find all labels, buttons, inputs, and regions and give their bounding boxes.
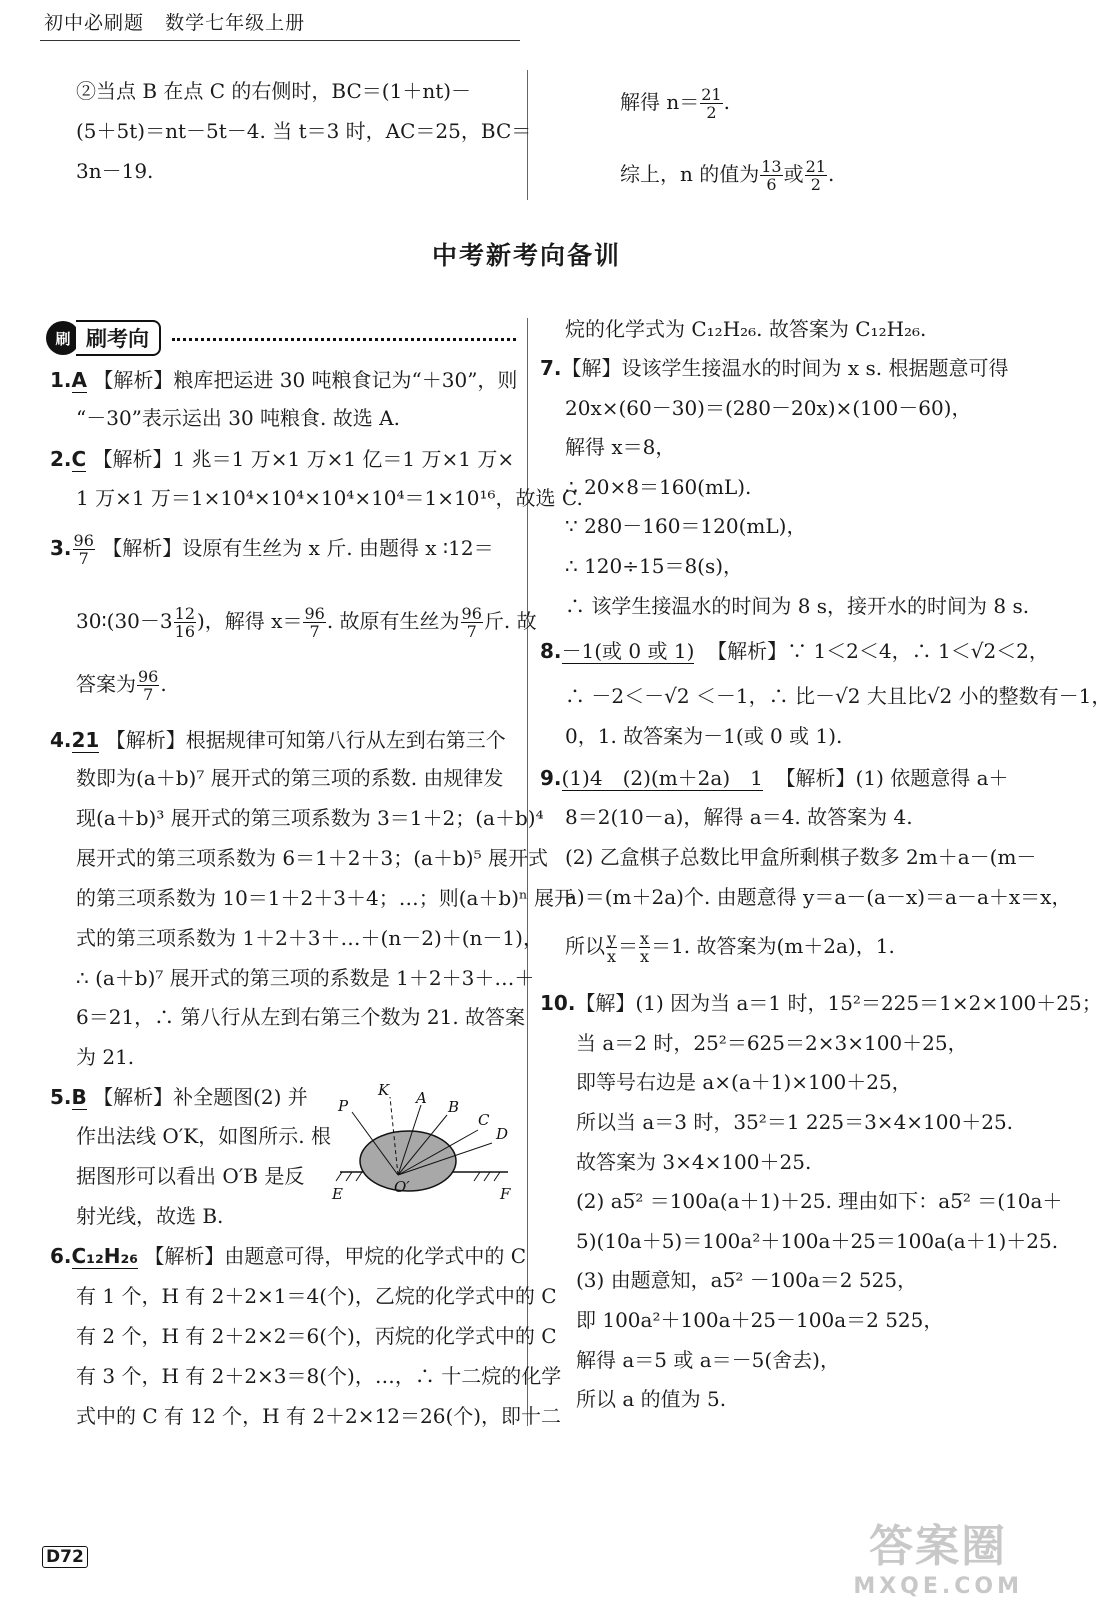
q6-line-1 [50,1244,526,1268]
reflection-diagram [330,1075,520,1205]
denominator: x [607,947,617,966]
watermark-en: MXQE.COM [853,1574,1023,1599]
explanation: 【解析】1 兆＝1 万×1 万×1 亿＝1 万×1 万× [92,447,515,471]
fraction [639,930,650,965]
subject-name: 数学七年级上册 [165,12,306,34]
q10-line: 所以当 a＝3 时，35²＝1 225＝3×4×100＋25. [576,1110,1014,1134]
label-f: F [500,1185,511,1203]
answer: (1)4 (2)(m＋2a) 1 [561,766,763,790]
denominator: 16 [174,622,195,641]
q7-line: ∴ 20×8＝160(mL). [565,475,752,499]
dotted-rule [172,338,516,341]
q6-continued: 烷的化学式为 C₁₂H₂₆. 故答案为 C₁₂H₂₆. [565,317,927,341]
q5-line: 作出法线 O′K，如图所示. 根 [76,1124,331,1148]
numerator: 96 [461,604,482,623]
numerator: 12 [174,604,195,623]
q10-line: 即等号右边是 a×(a＋1)×100＋25， [576,1070,912,1094]
numerator: 21 [701,85,722,104]
q9-line: (2) 乙盒棋子总数比甲盒所剩棋子数多 2m＋a－(m－ [565,845,1037,869]
label-p: P [338,1097,349,1115]
column-divider [527,318,528,1426]
answer: 21 [71,728,100,752]
badge-label: 刷考向 [76,320,161,356]
q5-line: 据图形可以看出 O′B 是反 [76,1164,305,1188]
solve-text: 解得 n＝ [620,90,700,114]
denominator: 2 [810,175,821,194]
numerator: 96 [304,604,325,623]
q4-line: 6＝21，∴ 第八行从左到右第三个数为 21. 故答案 [76,1005,526,1029]
q9-line-5 [565,930,895,965]
question-number: 10. [540,991,576,1015]
question-number: 5. [50,1085,72,1109]
q6-line: 式中的 C 有 12 个，H 有 2＋2×12＝26(个)，即十二 [76,1404,562,1428]
fraction [174,605,196,640]
q4-line: 为 21. [76,1045,135,1069]
label-o-prime: O′ [394,1178,410,1196]
q10-line: 当 a＝2 时，25²＝625＝2×3×100＋25， [576,1031,968,1055]
question-number: 8. [540,639,562,663]
brush-icon: 刷 [46,321,80,355]
denominator: 2 [706,103,717,122]
fraction [606,930,617,965]
q7-line: 解得 x＝8， [565,435,676,459]
q5-line-1 [50,1085,308,1109]
q9-line: a)＝(m＋2a)个. 由题意得 y＝a－(a－x)＝a－a＋x＝x， [565,885,1072,909]
q4-line-1 [50,728,506,752]
fraction [700,86,722,121]
expr: ＝ [618,934,639,958]
running-header [44,8,305,35]
q5-line: 射光线，故选 B. [76,1204,224,1228]
expr: ＝1. 故答案为(m＋2a)，1. [651,934,895,958]
answer: C₁₂H₂₆ [71,1244,138,1268]
q10-line: 故答案为 3×4×100＋25. [576,1150,812,1174]
top-left-line-1: ②当点 B 在点 C 的右侧时，BC＝(1＋nt)－ [76,79,472,103]
question-number: 7. [540,356,562,380]
label-k: K [378,1081,390,1099]
q10-line: 所以 a 的值为 5. [576,1387,727,1411]
watermark-cn: 答案圈 [869,1521,1008,1572]
q4-line: ∴ (a＋b)⁷ 展开式的第三项的系数是 1＋2＋3＋…＋ [76,966,535,990]
q4-line: 式的第三项系数为 1＋2＋3＋…＋(n－2)＋(n－1)， [76,926,543,950]
question-number: 6. [50,1244,72,1268]
question-number: 4. [50,728,72,752]
watermark [853,1510,1023,1599]
or-text: 或 [783,162,804,186]
answer: B [71,1085,87,1109]
label-b: B [448,1098,460,1116]
numerator: y [607,929,617,948]
expr: 所以 [565,934,605,958]
numerator: 13 [761,157,782,176]
q9-line: 8＝2(10－a)，解得 a＝4. 故答案为 4. [565,805,913,829]
answer-fraction [73,532,95,567]
top-right-line-1: 解得 n＝ $\frac{21}{2}$ . [620,85,730,122]
q9-line-1 [540,766,1009,790]
explanation: 【解析】粮库把运进 30 吨粮食记为“＋30”，则 [93,368,518,392]
label-d: D [496,1125,509,1143]
solution: 【解】设该学生接温水的时间为 x s. 根据题意可得 [561,356,1009,380]
q10-line: 解得 a＝5 或 a＝－5(舍去)， [576,1348,840,1372]
q3-line-2 [76,605,537,640]
explanation: 【解析】(1) 依题意得 a＋ [775,766,1009,790]
summary-text: 综上，n 的值为 [620,162,760,186]
q10-line: 即 100a²＋100a＋25－100a＝2 525， [576,1308,944,1332]
answer: A [71,368,87,392]
q7-line: ∴ 120÷15＝8(s)， [565,554,744,578]
q6-line: 有 3 个，H 有 2＋2×3＝8(个)，…，∴ 十二烷的化学 [76,1364,562,1388]
question-number: 1. [50,368,72,392]
denominator: 6 [766,175,777,194]
label-e: E [332,1185,343,1203]
question-number: 2. [50,447,72,471]
denominator: 7 [309,622,320,641]
denominator: 7 [78,549,89,568]
explanation: 【解析】补全题图(2) 并 [93,1085,308,1109]
expr: . 故原有生丝为 [326,609,460,633]
q6-line: 有 2 个，H 有 2＋2×2＝6(个)，丙烷的化学式中的 C [76,1324,557,1348]
explanation: 【解析】根据规律可知第八行从左到右第三个 [105,728,506,752]
answer: C [71,447,87,471]
numerator: x [640,929,650,948]
explanation: 【解析】由题意可得，甲烷的化学式中的 C [144,1244,527,1268]
section-badge [46,320,161,356]
denominator: 7 [466,622,477,641]
denominator: x [640,947,650,966]
q10-line: (2) a5̅² ＝100a(a＋1)＋25. 理由如下：a5̅² ＝(10a＋ [576,1189,1063,1213]
label-a: A [416,1089,427,1107]
q4-line: 数即为(a＋b)⁷ 展开式的第三项的系数. 由规律发 [76,766,504,790]
q7-line-1 [540,356,1009,380]
q8-line-1 [540,639,1049,663]
fraction [303,605,325,640]
q2-line-1 [50,447,514,471]
header-rule [40,40,520,41]
answer: －1(或 0 或 1) [561,639,695,663]
expr: 30∶(30－3 [76,609,173,633]
q10-line-1 [540,991,1102,1015]
fraction [760,158,782,193]
solution: 【解】(1) 因为当 a＝1 时，15²＝225＝1×2×100＋25； [575,991,1102,1015]
q7-line: ∴ 该学生接温水的时间为 8 s，接开水的时间为 8 s. [565,594,1030,618]
page-number: D72 [42,1546,88,1568]
book-name: 初中必刷题 [44,12,145,34]
q10-line: 5)(10a＋5)＝100a²＋100a＋25＝100a(a＋1)＋25. [576,1229,1059,1253]
q3-line-3: 答案为 $\frac{96}{7}$ . [76,667,167,704]
q8-line: 0，1. 故答案为－1(或 0 或 1). [565,724,843,748]
label-c: C [478,1111,490,1129]
q7-line: 20x×(60－30)＝(280－20x)×(100－60)， [565,396,972,420]
expr: 斤. 故 [483,609,537,633]
explanation: 【解析】∵ 1＜2＜4，∴ 1＜√2＜2， [707,639,1049,663]
denominator: 7 [143,685,154,704]
q2-line-2: 1 万×1 万＝1×10⁴×10⁴×10⁴×10⁴＝1×10¹⁶，故选 C. [76,486,583,510]
q8-line: ∴ －2＜－√2 ＜－1，∴ 比－√2 大且比√2 小的整数有－1， [565,684,1111,708]
numerator: 96 [73,531,94,550]
explanation: 【解析】设原有生丝为 x 斤. 由题得 x ∶12＝ [102,536,494,560]
question-number: 9. [540,766,562,790]
q7-line: ∵ 280－160＝120(mL)， [565,514,807,538]
q1-line-1 [50,368,517,392]
q1-line-2: “－30”表示运出 30 吨粮食. 故选 A. [76,406,400,430]
q6-line: 有 1 个，H 有 2＋2×1＝4(个)，乙烷的化学式中的 C [76,1284,557,1308]
fraction [137,668,159,703]
q4-line: 展开式的第三项系数为 6＝1＋2＋3；(a＋b)⁵ 展开式 [76,846,548,870]
top-left-line-2: (5＋5t)＝nt－5t－4. 当 t＝3 时，AC＝25，BC＝ [76,119,532,143]
top-right-line-2: 综上，n 的值为 $\frac{13}{6}$ 或 $\frac{21}{2}$ . [620,157,835,194]
numerator: 96 [138,667,159,686]
q3-line-1 [50,532,494,567]
q4-line: 的第三项系数为 10＝1＋2＋3＋4；…；则(a＋b)ⁿ 展开 [76,886,575,910]
q10-line: (3) 由题意知，a5̅² －100a＝2 525， [576,1268,918,1292]
expr: 答案为 [76,672,136,696]
section-title: 中考新考向备训 [431,241,621,270]
fraction [461,605,483,640]
question-number: 3. [50,536,72,560]
expr: )，解得 x＝ [197,609,303,633]
numerator: 21 [805,157,826,176]
fraction [805,158,827,193]
top-left-line-3: 3n－19. [76,159,154,183]
q4-line: 现(a＋b)³ 展开式的第三项系数为 3＝1＋2；(a＋b)⁴ [76,806,544,830]
